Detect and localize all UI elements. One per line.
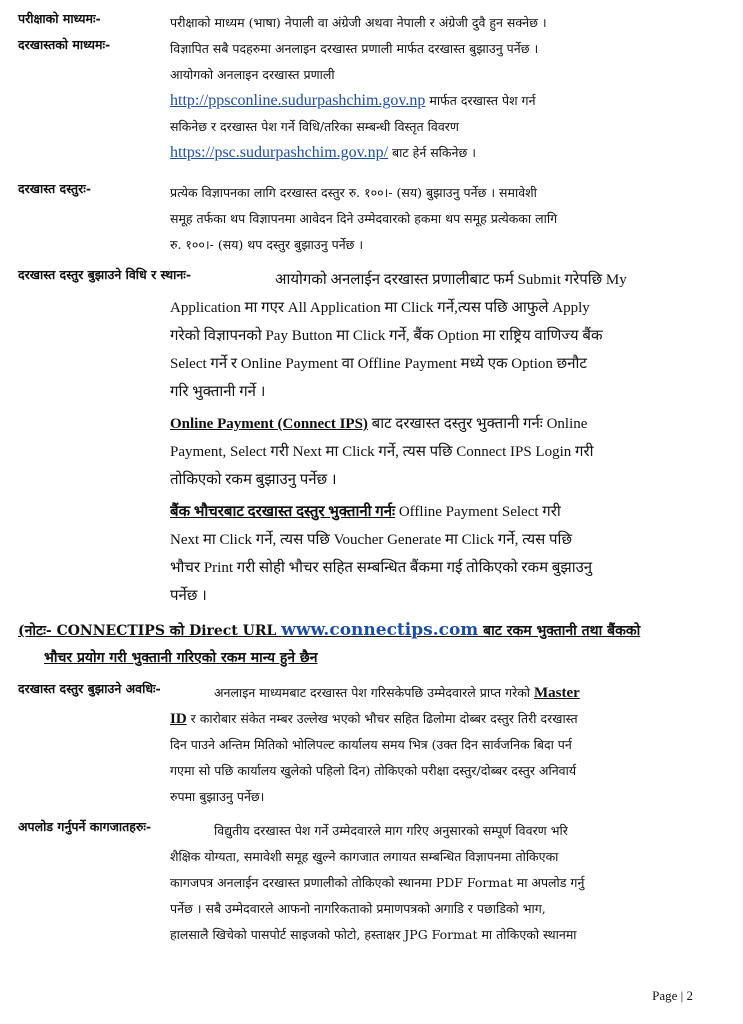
connectips-url[interactable]: www.connectips.com <box>281 620 479 640</box>
online-line2: Payment, Select गरी Next मा Click गर्ने, त्यस पछि Connect IPS Login गरी <box>170 444 594 460</box>
bank-line1-suffix: Offline Payment Select गरी <box>395 504 561 520</box>
payment-line1: आयोगको अनलाईन दरखास्त प्रणालीबाट फर्म Submit गरेपछि My <box>275 272 627 288</box>
fee-line3: रु. १००।- (सय) थप दस्तुर बुझाउनु पर्नेछ । <box>170 237 364 252</box>
bank-line3: भौचर Print गरी सोही भौचर सहित सम्बन्धित बैंकमा गई तोकिएको रकम बुझाउनु <box>170 560 593 576</box>
psc-link[interactable]: https://psc.sudurpashchim.gov.np/ <box>170 144 389 161</box>
label-deadline: दरखास्त दस्तुर बुझाउने अवधिः- <box>18 681 161 696</box>
deadline-line1: अनलाइन माध्यमबाट दरखास्त पेश गरिसकेपछि उम्मेदवारले प्राप्त गरेको <box>214 685 531 700</box>
bank-voucher-heading: बैंक भौचरबाट दरखास्त दस्तुर भुक्तानी गर्नः <box>170 504 396 520</box>
master-id-id: ID <box>170 711 187 727</box>
online-payment-heading: Online Payment (Connect IPS) <box>170 416 368 432</box>
bank-line2: Next मा Click गर्ने, त्यस पछि Voucher Generate मा Click गर्ने, त्यस पछि <box>170 532 572 548</box>
deadline-line4: गएमा सो पछि कार्यालय खुलेको पहिलो दिन) तोकिएको परीक्षा दस्तुर/दोब्बर दस्तुर अनिवार्य <box>170 763 577 778</box>
payment-line3: गरेको विज्ञापनको Pay Button मा Click गर्ने, बैंक Option मा राष्ट्रिय वाणिज्य बैंक <box>170 328 603 344</box>
ppsconline-link[interactable]: http://ppsconline.sudurpashchim.gov.np <box>170 92 426 109</box>
fee-line1: प्रत्येक विज्ञापनका लागि दरखास्त दस्तुर रु. १००।- (सय) बुझाउनु पर्नेछ । समावेशी <box>170 185 537 200</box>
connectips-note-line2: भौचर प्रयोग गरी भुक्तानी गरिएको रकम मान्य हुने छैन <box>44 650 318 666</box>
payment-line4: Select गर्ने र Online Payment वा Offline Payment मध्ये एक Option छनौट <box>170 356 587 372</box>
upload-line2: शैक्षिक योग्यता, समावेशी समूह खुल्ने कागजात लगायत सम्बन्धित विज्ञापनमा तोकिएका <box>170 849 559 864</box>
label-fee: दरखास्त दस्तुरः- <box>18 181 92 196</box>
upload-line5: हालसालै खिचेको पासपोर्ट साइजको फोटो, हस्ताक्षर JPG Format मा तोकिएको स्थानमा <box>170 927 577 942</box>
online-line3: तोकिएको रकम बुझाउनु पर्नेछ । <box>170 472 337 488</box>
exam-medium-text: परीक्षाको माध्यम (भाषा) नेपाली वा अंग्रेजी अथवा नेपाली र अंग्रेजी दुवै हुन सक्नेछ । <box>170 15 547 30</box>
master-id-master: Master <box>534 685 580 701</box>
page-number: Page | 2 <box>652 988 693 1003</box>
upload-line4: पर्नेछ । सबै उम्मेदवारले आफनो नागरिकताको प्रमाणपत्रको अगाडि र पछाडिको भाग, <box>170 901 546 916</box>
note-prefix: (नोटः- CONNECTIPS को Direct URL <box>18 623 282 639</box>
payment-line5: गरि भुक्तानी गर्ने । <box>170 384 266 400</box>
online-line1-suffix: बाट दरखास्त दस्तुर भुक्तानी गर्नः Online <box>367 416 588 432</box>
app-medium-line1: विज्ञापित सबै पदहरुमा अनलाइन दरखास्त प्रणाली मार्फत दरखास्त बुझाउनु पर्नेछ । <box>170 41 539 56</box>
app-medium-line4: सकिनेछ र दरखास्त पेश गर्ने विधि/तरिका सम्बन्धी विस्तृत विवरण <box>170 119 459 134</box>
note-suffix: बाट रकम भुक्तानी तथा बैंकको <box>478 623 641 639</box>
label-application-medium: दरखास्तको माध्यमः- <box>18 37 111 52</box>
fee-line2: समूह तर्फका थप विज्ञापनमा आवेदन दिने उम्मेदवारको हकमा थप समूह प्रत्येकका लागि <box>170 211 558 226</box>
payment-line2: Application मा गएर All Application मा Click गर्ने,त्यस पछि आफुले Apply <box>170 300 590 316</box>
connectips-note <box>18 620 699 640</box>
deadline-line3: दिन पाउने अन्तिम मितिको भोलिपल्ट कार्यालय समय भित्र (उक्त दिन सार्वजनिक बिदा पर्न <box>170 737 572 752</box>
app-medium-line5-suffix: बाट हेर्न सकिनेछ । <box>388 145 476 160</box>
upload-line1: विद्युतीय दरखास्त पेश गर्ने उम्मेदवारले माग गरिए अनुसारको सम्पूर्ण विवरण भरि <box>214 823 568 838</box>
upload-line3: कागजपत्र अनलाईन दरखास्त प्रणालीको तोकिएको स्थानमा PDF Format मा अपलोड गर्नु <box>170 875 585 890</box>
deadline-line2-suffix: र कारोबार संकेत नम्बर उल्लेख भएको भौचर सहित ढिलोमा दोब्बर दस्तुर तिरी दरखास्त <box>186 711 578 726</box>
label-exam-medium: परीक्षाको माध्यमः- <box>18 11 101 26</box>
app-medium-line3-suffix: मार्फत दरखास्त पेश गर्न <box>425 93 536 108</box>
bank-line4: पर्नेछ । <box>170 588 207 604</box>
label-payment-method: दरखास्त दस्तुर बुझाउने विधि र स्थानः- <box>18 267 192 282</box>
app-medium-line2: आयोगको अनलाइन दरखास्त प्रणाली <box>170 67 335 82</box>
deadline-line5: रुपमा बुझाउनु पर्नेछ। <box>170 789 265 804</box>
label-upload: अपलोड गर्नुपर्ने कागजातहरुः- <box>18 819 152 834</box>
